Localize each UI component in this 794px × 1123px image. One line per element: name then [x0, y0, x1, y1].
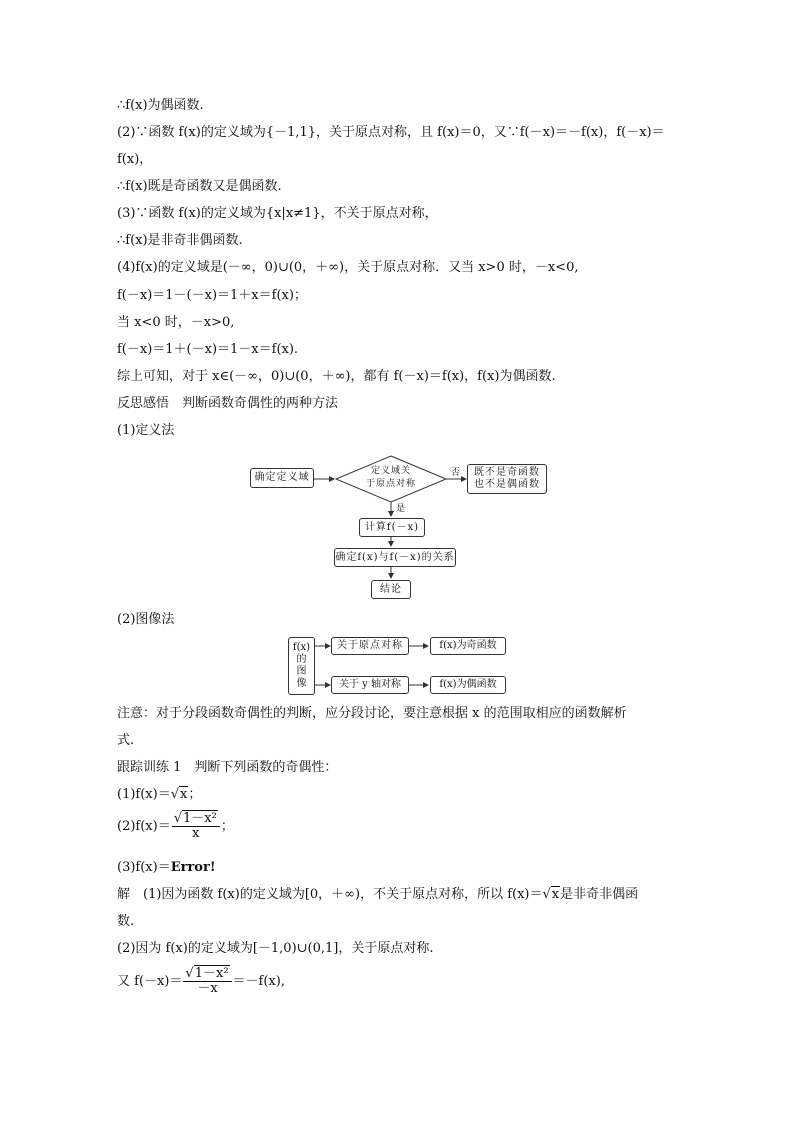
section-heading: 跟踪训练 1 判断下列函数的奇偶性： — [117, 760, 338, 775]
y-axis-symmetric-box: 关于 y 轴对称 — [331, 676, 409, 694]
no-label: 否 — [451, 468, 461, 478]
solution-line — [117, 965, 285, 999]
graph-box — [288, 637, 315, 695]
solution-text: ＝－f(x), — [232, 974, 285, 989]
determine-domain-box: 确定定义域 — [250, 468, 314, 488]
text-line: ∴f(x)既是奇函数又是偶函数. — [117, 179, 282, 194]
text-line: 综上可知，对于 x∈(－∞，0)∪(0，＋∞)，都有 f(－x)＝f(x)，f(x)为偶函数. — [117, 369, 556, 384]
radicand: 1－x² — [194, 966, 229, 981]
numerator — [172, 812, 220, 827]
punctuation: ； — [220, 819, 234, 834]
note-line: 注意：对于分段函数奇偶性的判断，应分段讨论，要注意根据 x 的范围取相应的函数解析 — [117, 706, 627, 721]
text-line: (2)图像法 — [117, 612, 175, 627]
odd-function-box: f(x)为奇函数 — [430, 637, 506, 655]
conclusion-box: 结论 — [371, 580, 411, 599]
relation-box: 确定f(x)与f(－x)的关系 — [334, 548, 456, 567]
section-heading: 反思感悟 判断函数奇偶性的两种方法 — [117, 396, 339, 411]
compute-box: 计算f(－x) — [359, 518, 425, 537]
exercise-prefix: (2)f(x)＝ — [117, 819, 171, 834]
solution-line — [117, 886, 638, 904]
exercise-prefix: (1)f(x)＝ — [117, 787, 171, 802]
text-line: 当 x<0 时，－x>0, — [117, 315, 235, 330]
graph-line: f(x) — [292, 642, 311, 653]
text-line: f(－x)＝1－(－x)＝1＋x＝f(x)； — [117, 288, 307, 303]
text-line: ∴f(x)为偶函数. — [117, 98, 204, 113]
graph-line: 图 — [296, 666, 307, 677]
sqrt-symbol: √ — [173, 811, 182, 826]
sqrt-symbol: √ — [185, 966, 194, 981]
error-text: Error! — [170, 860, 216, 875]
radicand: 1－x² — [183, 811, 217, 826]
radicand: x — [180, 787, 188, 802]
text-line: (1)定义法 — [117, 423, 175, 438]
decision-text-line-2: 于原点对称 — [365, 479, 416, 489]
solution-text: 是非奇非偶函 — [560, 887, 639, 902]
text-line: f(x)， — [117, 152, 153, 167]
yes-label: 是 — [396, 504, 406, 514]
solution-text: 解 (1)因为函数 f(x)的定义域为[0，＋∞)，不关于原点对称，所以 f(x)＝ — [117, 887, 543, 902]
text-line: (3)∵函数 f(x)的定义域为{x|x≠1}，不关于原点对称， — [117, 206, 438, 221]
denominator: －x — [197, 981, 218, 996]
punctuation: ； — [188, 787, 202, 802]
sqrt-symbol: √ — [170, 787, 179, 802]
result-line-1: 既不是奇函数 — [474, 467, 540, 478]
numerator — [183, 967, 231, 982]
text-line: (2)∵函数 f(x)的定义域为{－1,1}，关于原点对称，且 f(x)＝0，又∵f(－x)＝－f(x)，f(－x)＝ — [117, 125, 665, 140]
radicand: x — [551, 887, 560, 902]
exercise-item — [117, 786, 201, 804]
origin-symmetric-box: 关于原点对称 — [331, 637, 409, 655]
solution-line: (2)因为 f(x)的定义域为[－1,0)∪(0,1]，关于原点对称. — [117, 941, 434, 956]
text-line: ∴f(x)是非奇非偶函数. — [117, 233, 243, 248]
exercise-item — [117, 810, 234, 844]
result-line-2: 也不是偶函数 — [474, 479, 540, 490]
graph-line: 像 — [296, 678, 307, 689]
solution-line: 数. — [117, 914, 135, 929]
fraction — [183, 967, 231, 996]
denominator: x — [192, 826, 200, 841]
text-line: f(－x)＝1＋(－x)＝1－x＝f(x). — [117, 342, 299, 357]
solution-text: 又 f(－x)＝ — [117, 974, 183, 989]
even-function-box: f(x)为偶函数 — [430, 676, 506, 694]
graph-line: 的 — [296, 654, 307, 665]
text-line: (4)f(x)的定义域是(－∞，0)∪(0，＋∞)，关于原点对称．又当 x>0 时，－x<0, — [117, 260, 579, 275]
exercise-prefix: (3)f(x)＝ — [117, 860, 171, 875]
note-line: 式. — [117, 733, 135, 748]
fraction — [172, 812, 220, 841]
sqrt-symbol: √ — [542, 887, 551, 902]
decision-text-line-1: 定义域关 — [370, 466, 411, 476]
exercise-item — [117, 859, 216, 877]
